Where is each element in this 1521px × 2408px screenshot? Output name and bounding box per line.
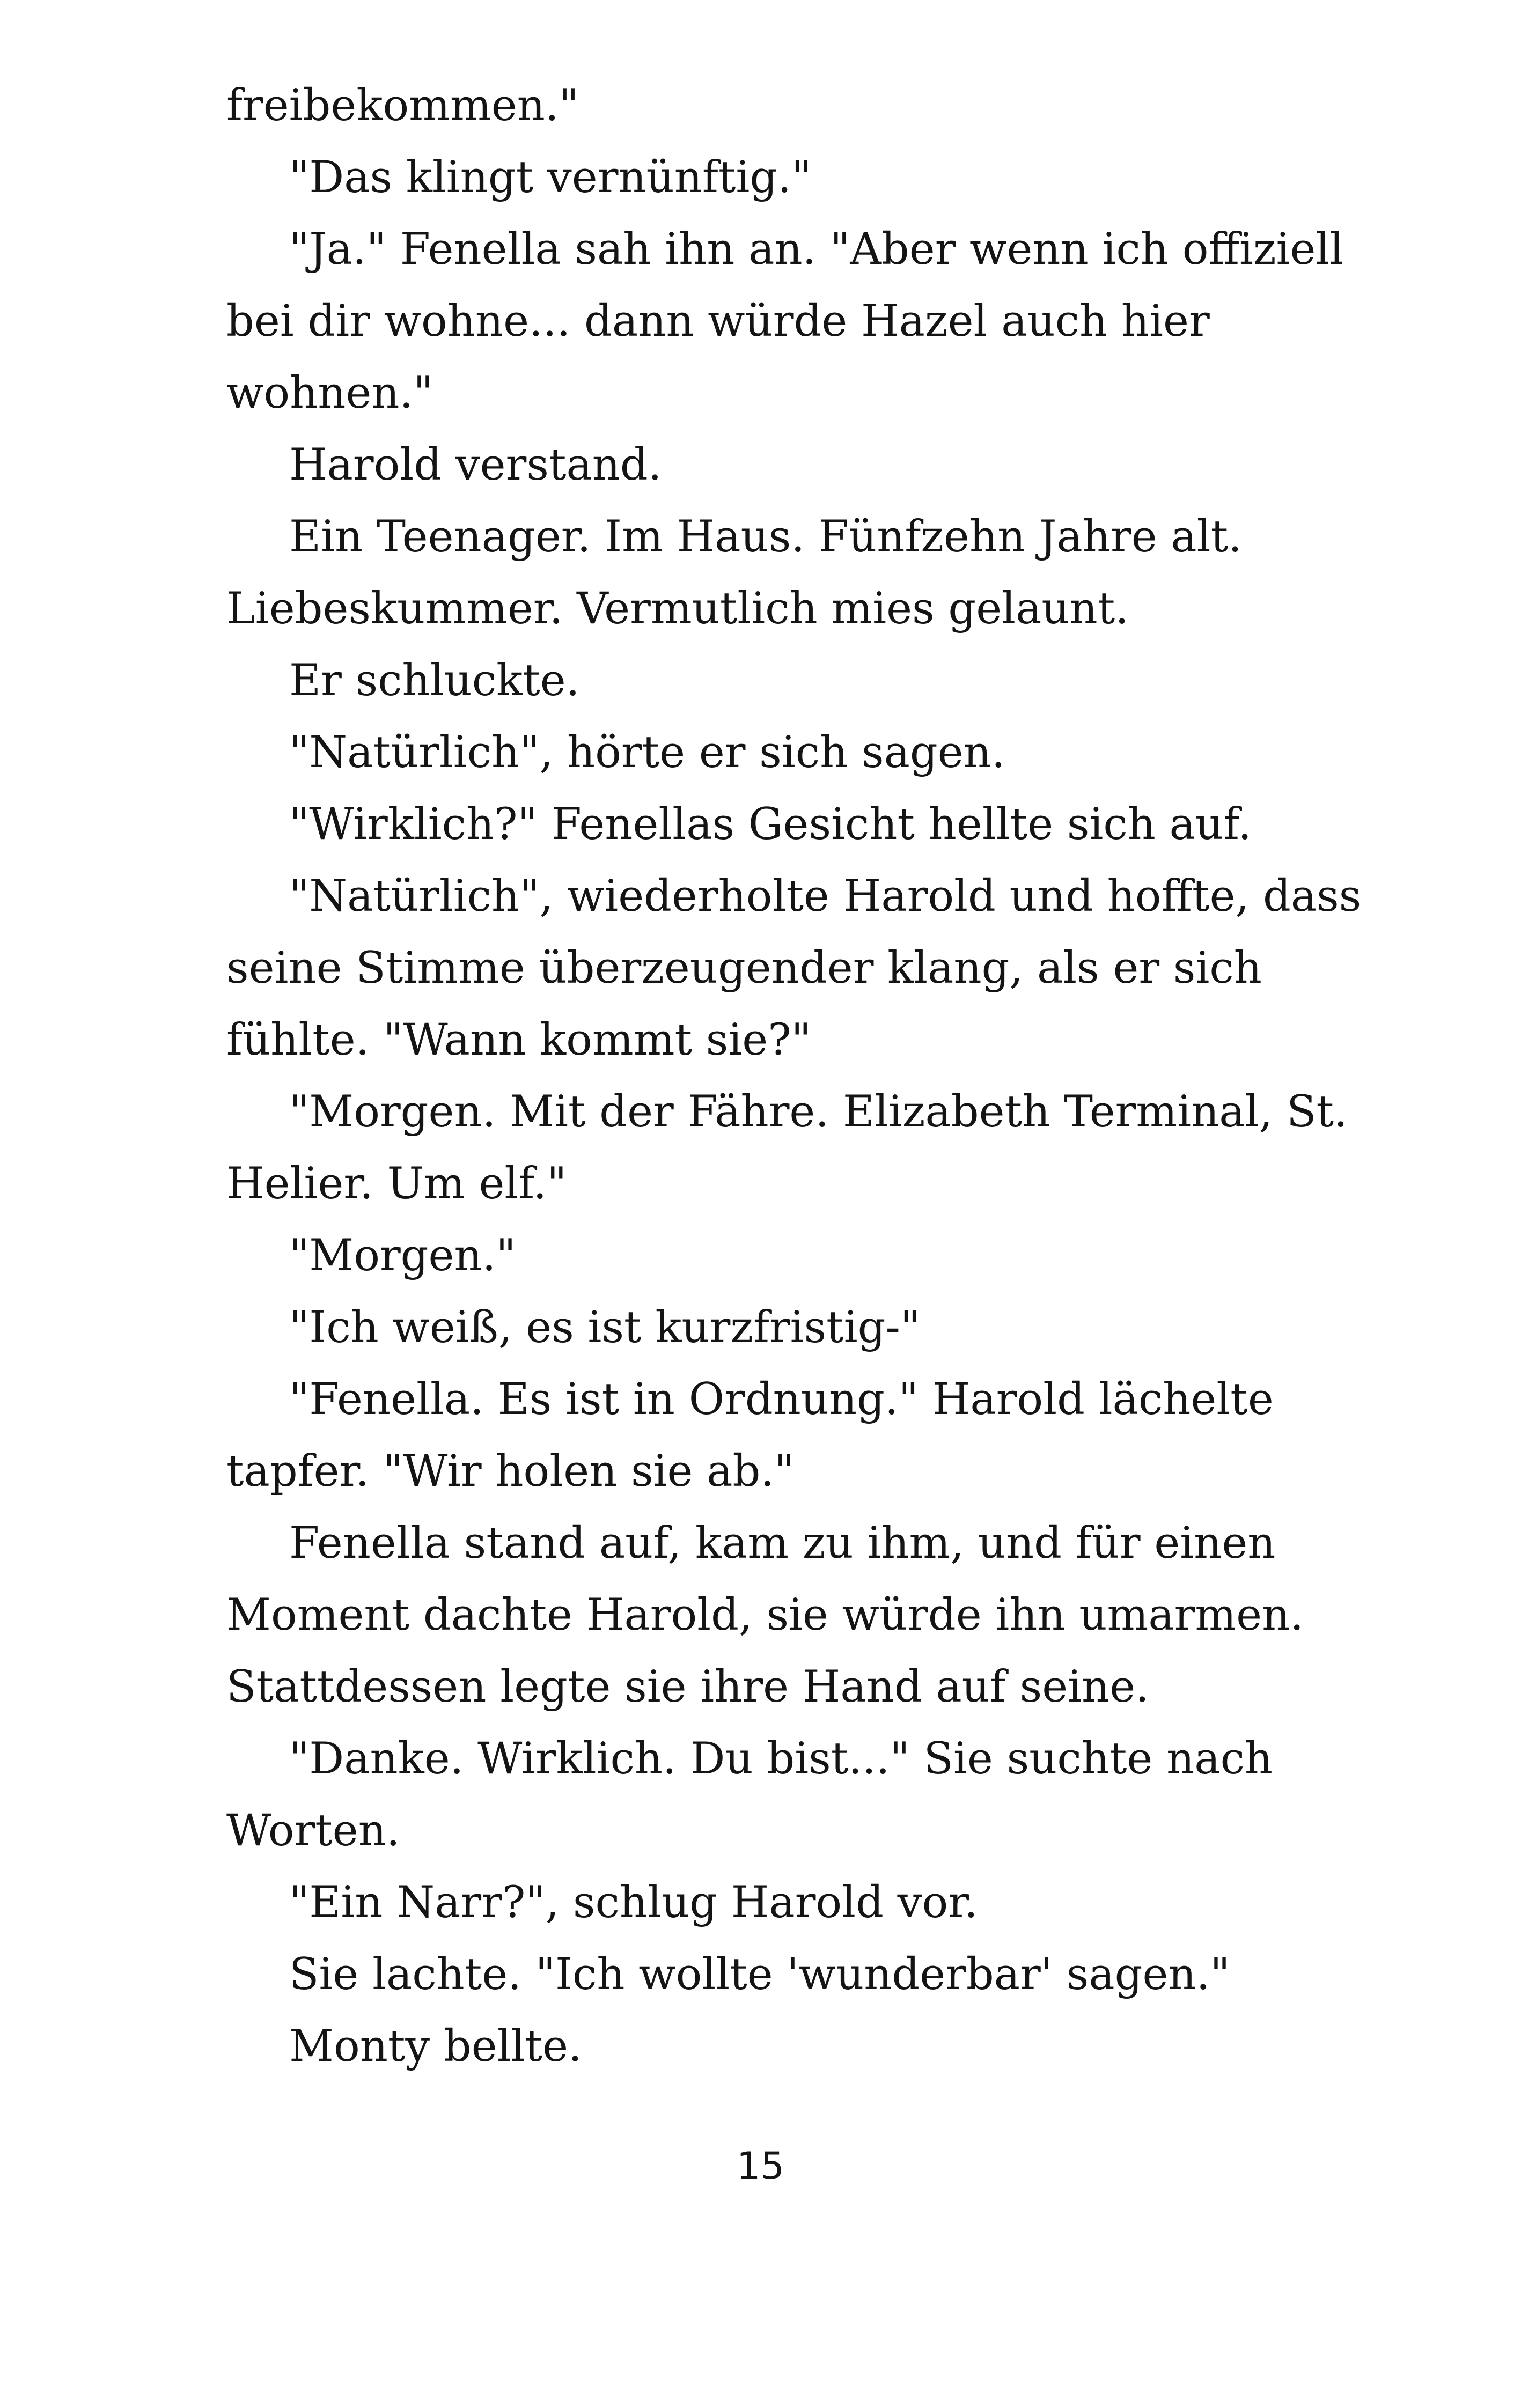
text-line: "Fenella. Es ist in Ordnung." Harold lächelte [289, 1374, 1274, 1425]
text-line: "Natürlich", hörte er sich sagen. [289, 727, 1005, 778]
text-line: "Das klingt vernünftig." [289, 152, 812, 203]
text-line: seine Stimme überzeugender klang, als er sich [226, 943, 1262, 993]
text-line: Stattdessen legte sie ihre Hand auf seine. [226, 1662, 1149, 1712]
text-line: "Danke. Wirklich. Du bist..." Sie suchte nach [289, 1734, 1273, 1784]
text-line: Er schluckte. [289, 656, 580, 706]
text-line: bei dir wohne... dann würde Hazel auch hier [226, 296, 1210, 347]
text-line: "Ein Narr?", schlug Harold vor. [289, 1877, 978, 1928]
text-line: Worten. [226, 1806, 400, 1856]
text-line: Fenella stand auf, kam zu ihm, und für einen [289, 1518, 1276, 1568]
text-line: wohnen." [226, 368, 433, 418]
text-line: Liebeskummer. Vermutlich mies gelaunt. [226, 584, 1129, 634]
text-line: fühlte. "Wann kommt sie?" [226, 1015, 811, 1065]
text-line: tapfer. "Wir holen sie ab." [226, 1446, 795, 1497]
text-line: "Ich weiß, es ist kurzfristig-" [289, 1302, 921, 1353]
text-line: "Natürlich", wiederholte Harold und hoffte, dass [289, 871, 1362, 922]
text-line: Sie lachte. "Ich wollte 'wunderbar' sagen." [289, 1949, 1230, 2000]
text-line: Ein Teenager. Im Haus. Fünfzehn Jahre alt. [289, 512, 1242, 562]
text-line: "Ja." Fenella sah ihn an. "Aber wenn ich offiziell [289, 224, 1344, 275]
text-line: "Morgen. Mit der Fähre. Elizabeth Terminal, St. [289, 1087, 1348, 1137]
text-line: "Morgen." [289, 1231, 516, 1281]
text-line: Monty bellte. [289, 2021, 582, 2072]
text-line: Helier. Um elf." [226, 1159, 567, 1209]
body-text [226, 70, 1396, 2082]
text-line: Moment dachte Harold, sie würde ihn umarmen. [226, 1590, 1304, 1640]
text-line: "Wirklich?" Fenellas Gesicht hellte sich auf. [289, 799, 1252, 850]
text-line: Harold verstand. [289, 440, 662, 490]
page-number: 15 [736, 2144, 785, 2188]
text-line: freibekommen." [226, 80, 579, 131]
